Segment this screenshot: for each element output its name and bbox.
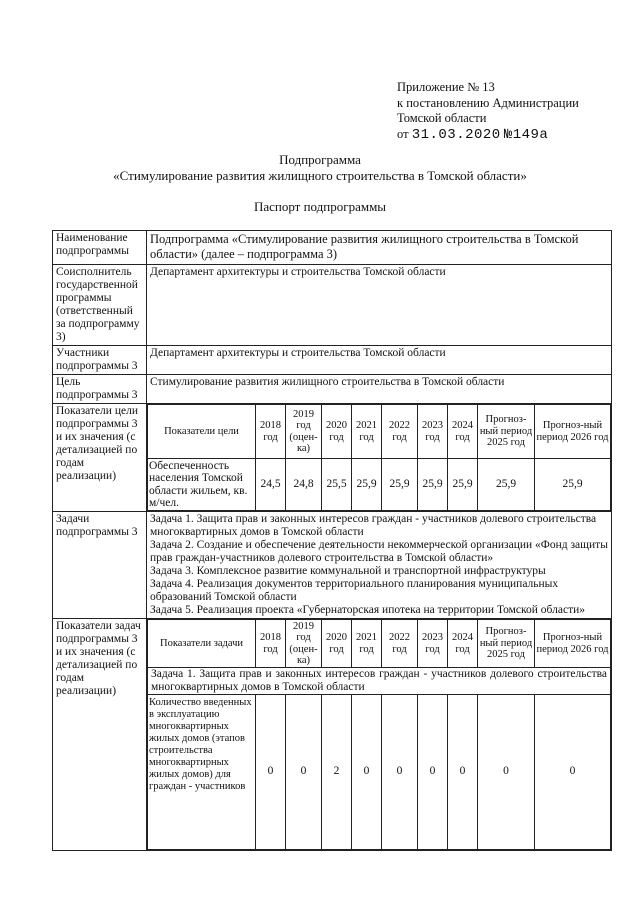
goal-header-cell: 2019 год (оцен-ка)	[286, 405, 322, 459]
appendix-block	[397, 80, 579, 143]
task-item: Задача 4. Реализация документов территориального планирования муниципальных образований Томской области	[150, 578, 559, 603]
task-header-cell: Прогноз-ный период 2026 год	[535, 620, 611, 668]
row-tasks	[53, 512, 612, 619]
task-value-cell: 2	[322, 695, 352, 850]
name-label: Наименование подпрограммы	[53, 231, 147, 265]
task-item: Задача 5. Реализация проекта «Губернаторская ипотека на территории Томской области»	[150, 604, 585, 616]
coexec-value: Департамент архитектуры и строительства Томской области	[147, 265, 612, 346]
task-ind-cell	[147, 619, 612, 851]
task-header-cell: 2019 год (оцен-ка)	[286, 620, 322, 668]
task-value-cell: 0	[478, 695, 535, 850]
task-header-cell: Показатели задачи	[148, 620, 256, 668]
appendix-date: 31.03.2020	[411, 126, 501, 143]
title-line-2: «Стимулирование развития жилищного строительства в Томской области»	[113, 168, 527, 183]
row-goal-indicators	[53, 404, 612, 512]
task-1-text: Задача 1. Защита прав и законных интересов граждан - участников долевого строительства многоквартирных домов в Томской области	[148, 668, 611, 695]
row-coexecutor	[53, 265, 612, 346]
participants-value: Департамент архитектуры и строительства Томской области	[147, 346, 612, 375]
task-value-cell: 0	[418, 695, 448, 850]
task-indicators-table	[147, 619, 611, 850]
goal-value-cell: 24,8	[286, 459, 322, 511]
tasks-label: Задачи подпрограммы 3	[53, 512, 147, 619]
goal-header-cell: Показатели цели	[148, 405, 256, 459]
appendix-line-2: к постановлению Администрации	[397, 95, 579, 110]
tasks-list	[147, 512, 612, 619]
goal-value-cell: 25,9	[478, 459, 535, 511]
row-task-indicators	[53, 619, 612, 851]
appendix-date-line	[397, 127, 579, 144]
document-title	[0, 152, 640, 184]
goal-value-cell: 25,9	[535, 459, 611, 511]
task-item: Задача 3. Комплексное развитие коммунальной и транспортной инфраструктуры	[150, 565, 546, 577]
row-participants	[53, 346, 612, 375]
task-header-cell: 2021 год	[352, 620, 382, 668]
goal-value-cell: 25,9	[352, 459, 382, 511]
task-header-cell: 2024 год	[448, 620, 478, 668]
task-value-cell: 0	[535, 695, 611, 850]
row-goal	[53, 375, 612, 404]
goal-value-cell: 25,9	[448, 459, 478, 511]
task-1-row	[148, 668, 611, 695]
goal-header-cell: Прогноз-ный период 2026 год	[535, 405, 611, 459]
goal-header-cell: 2018 год	[256, 405, 286, 459]
goal-header-cell: 2022 год	[382, 405, 418, 459]
task-item: Задача 1. Защита прав и законных интересов граждан - участников долевого строительства многоквартирных домов в Томской области	[150, 513, 597, 538]
task-header-cell: Прогноз-ный период 2025 год	[478, 620, 535, 668]
title-line-1: Подпрограмма	[279, 152, 361, 167]
goal-value-cell: 25,9	[382, 459, 418, 511]
passport-table	[52, 230, 612, 851]
appendix-number: №149а	[503, 126, 549, 143]
goal-value: Стимулирование развития жилищного строительства в Томской области	[147, 375, 612, 404]
goal-ind-label: Показатели цели подпрограммы 3 и их значения (с детализацией по годам реализации)	[53, 404, 147, 512]
task-ind-label: Показатели задач подпрограммы 3 и их значения (с детализацией по годам реализации)	[53, 619, 147, 851]
goal-header-cell: 2023 год	[418, 405, 448, 459]
task-ind-header-row	[148, 620, 611, 668]
task-header-cell: 2022 год	[382, 620, 418, 668]
passport-title: Паспорт подпрограммы	[253, 199, 387, 214]
goal-indicators-table	[147, 404, 611, 511]
goal-value-cell: 25,5	[322, 459, 352, 511]
task-header-cell: 2023 год	[418, 620, 448, 668]
appendix-date-prefix: от	[397, 126, 409, 141]
task-indicator-name: Количество введенных в эксплуатацию многоквартирных жилых домов (этапов строительства многоквартирных жилых домов) для граждан - участников	[148, 695, 256, 850]
name-value: Подпрограмма «Стимулирование развития жилищного строительства в Томской области» (далее – подпрограмма 3)	[147, 231, 612, 265]
task-header-cell: 2018 год	[256, 620, 286, 668]
goal-value-cell: 25,9	[418, 459, 448, 511]
task-header-cell: 2020 год	[322, 620, 352, 668]
participants-label: Участники подпрограммы 3	[53, 346, 147, 375]
task-value-cell: 0	[382, 695, 418, 850]
goal-indicator-name: Обеспеченность населения Томской области жильем, кв. м/чел.	[148, 459, 256, 511]
row-name	[53, 231, 612, 265]
task-value-cell: 0	[286, 695, 322, 850]
goal-ind-cell	[147, 404, 612, 512]
appendix-line-3: Томской области	[397, 111, 487, 125]
goal-header-cell: 2020 год	[322, 405, 352, 459]
goal-ind-header-row	[148, 405, 611, 459]
goal-header-cell: 2024 год	[448, 405, 478, 459]
task-value-cell: 0	[448, 695, 478, 850]
goal-ind-value-row	[148, 459, 611, 511]
task-item: Задача 2. Создание и обеспечение деятельности некоммерческой организации «Фонд защиты прав граждан-участников долевого строительства в Томской области»	[150, 539, 608, 564]
appendix-line-1: Приложение № 13	[397, 80, 495, 94]
goal-header-cell: Прогноз-ный период 2025 год	[478, 405, 535, 459]
task-ind-value-row	[148, 695, 611, 850]
goal-value-cell: 24,5	[256, 459, 286, 511]
task-value-cell: 0	[352, 695, 382, 850]
task-value-cell: 0	[256, 695, 286, 850]
goal-header-cell: 2021 год	[352, 405, 382, 459]
goal-label: Цель подпрограммы 3	[53, 375, 147, 404]
coexec-label: Соисполнитель государственной программы (ответственный за подпрограмму 3)	[53, 265, 147, 346]
